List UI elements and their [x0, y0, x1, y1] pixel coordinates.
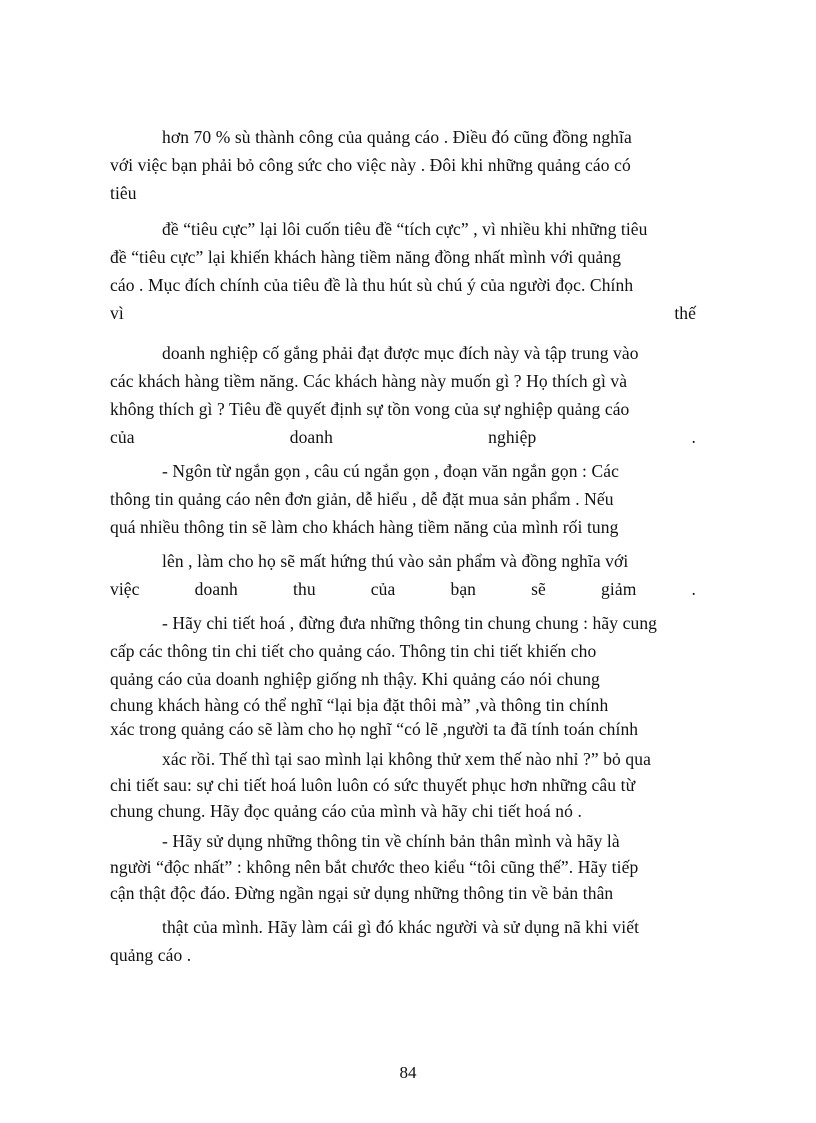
- text-line: tiêu: [110, 183, 137, 203]
- text-line: - Ngôn từ ngắn gọn , câu cú ngắn gọn , đoạn văn ngắn gọn : Các: [162, 461, 619, 481]
- text-line: đề “tiêu cực” lại lôi cuốn tiêu đề “tích cực” , vì nhiều khi những tiêu: [162, 219, 648, 239]
- text-line: - Hãy chi tiết hoá , đừng đưa những thông tin chung chung : hãy cung: [162, 613, 658, 633]
- word: doanh: [289, 427, 333, 447]
- justified-line: [110, 578, 696, 600]
- text-line: chi tiết sau: sự chi tiết hoá luôn luôn có sức thuyết phục hơn những câu từ: [110, 775, 636, 795]
- text-line: cấp các thông tin chi tiết cho quảng cáo. Thông tin chi tiết khiến cho: [110, 641, 597, 661]
- text-line: cáo . Mục đích chính của tiêu đề là thu hút sù chú ý của người đọc. Chính: [110, 275, 634, 295]
- word: việc: [110, 579, 140, 599]
- text-line: thông tin quảng cáo nên đơn giản, dễ hiểu , dễ đặt mua sản phẩm . Nếu: [110, 489, 614, 509]
- text-line: doanh nghiệp cố gắng phải đạt được mục đích này và tập trung vào: [162, 343, 639, 363]
- word: nghiệp: [488, 427, 537, 447]
- text-line: người “độc nhất” : không nên bắt chước theo kiểu “tôi cũng thế”. Hãy tiếp: [110, 857, 639, 877]
- page-number: 84: [399, 1063, 417, 1082]
- text-line: hơn 70 % sù thành công của quảng cáo . Điều đó cũng đồng nghĩa: [162, 127, 632, 147]
- justified-line: [110, 426, 696, 448]
- word: thu: [293, 579, 316, 599]
- text-line: quảng cáo .: [110, 945, 192, 965]
- text-line: quảng cáo của doanh nghiệp giống nh thậy. Khi quảng cáo nói chung: [110, 669, 600, 689]
- text-line: xác rồi. Thế thì tại sao mình lại không thử xem thế nào nhỉ ?” bỏ qua: [162, 749, 651, 769]
- text-line: chung khách hàng có thể nghĩ “lại bịa đặt thôi mà” ,và thông tin chính: [110, 695, 609, 715]
- word: của: [370, 579, 396, 599]
- text-line: thật của mình. Hãy làm cái gì đó khác người và sử dụng nã khi viết: [162, 917, 640, 937]
- text-line: không thích gì ? Tiêu đề quyết định sự tồn vong của sự nghiệp quảng cáo: [110, 399, 630, 419]
- word: giảm: [601, 579, 637, 599]
- text-line: lên , làm cho họ sẽ mất hứng thú vào sản phẩm và đồng nghĩa với: [162, 551, 629, 571]
- text-line: các khách hàng tiềm năng. Các khách hàng này muốn gì ? Họ thích gì và: [110, 371, 628, 391]
- text-line: xác trong quảng cáo sẽ làm cho họ nghĩ “có lẽ ,người ta đã tính toán chính: [110, 719, 639, 739]
- text-line: quá nhiều thông tin sẽ làm cho khách hàng tiềm năng của mình rối tung: [110, 517, 619, 537]
- word: bạn: [450, 579, 477, 599]
- word: .: [691, 579, 696, 599]
- text-line: - Hãy sử dụng những thông tin về chính bản thân mình và hãy là: [162, 831, 620, 851]
- word: của: [110, 427, 135, 447]
- text-line: với việc bạn phải bỏ công sức cho việc này . Đôi khi những quảng cáo có: [110, 155, 631, 175]
- text-line: cận thật độc đáo. Đừng ngần ngại sử dụng những thông tin về bản thân: [110, 883, 614, 903]
- justified-line: [110, 302, 696, 324]
- word: vì: [110, 303, 124, 323]
- text-line: đề “tiêu cực” lại khiến khách hàng tiềm năng đồng nhất mình với quảng: [110, 247, 622, 267]
- word: doanh: [194, 579, 238, 599]
- word: thế: [674, 303, 696, 323]
- text-line: chung chung. Hãy đọc quảng cáo của mình và hãy chi tiết hoá nó .: [110, 801, 582, 821]
- word: .: [691, 427, 696, 447]
- word: sẽ: [531, 579, 546, 599]
